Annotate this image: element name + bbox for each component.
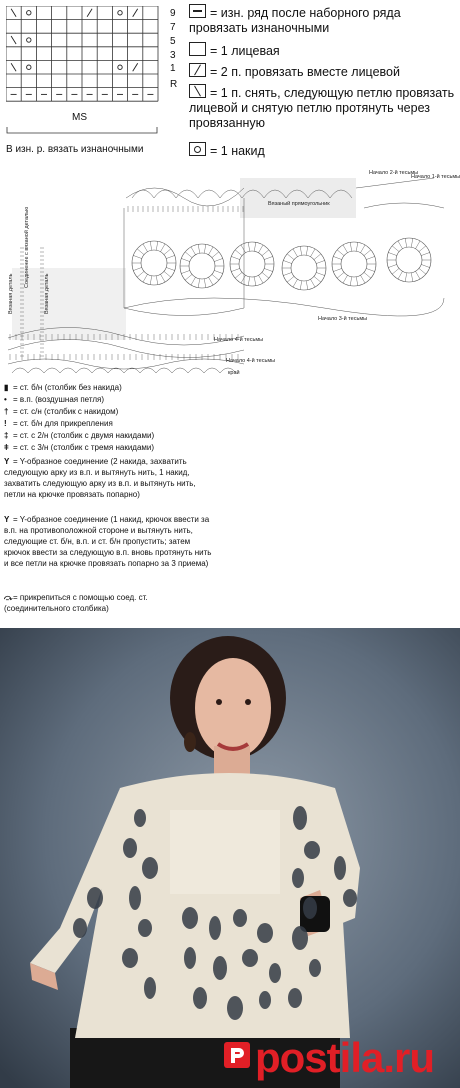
legend-item-knit: = 1 лицевая xyxy=(189,42,457,59)
ms-bracket xyxy=(6,126,158,134)
row-number: 5 xyxy=(170,35,176,47)
model-photo xyxy=(0,628,460,1088)
watermark-text: postila.ru xyxy=(255,1034,435,1081)
label-tape3-start: Начало 3-й тесьмы xyxy=(318,316,368,322)
legend-item-k2tog: = 2 п. провязать вместе лицевой xyxy=(189,63,457,80)
legend-item-yo: = 1 накид xyxy=(189,142,457,159)
label-tape4-start-bottom: Начало 4-й тесьмы xyxy=(226,358,276,364)
row-number: R xyxy=(170,79,178,91)
label-tape4-start-top: Начало 4-й тесьмы xyxy=(214,337,264,343)
label-knit-part-left: Вязаная деталь xyxy=(8,273,14,314)
row-number: 7 xyxy=(170,21,176,33)
symbol-dtr: ǂ = ст. с 3/н (столбик с тремя накидами) xyxy=(4,443,155,452)
row-number: 1 xyxy=(170,63,176,75)
label-knit-part-right: Вязаная деталь xyxy=(44,273,50,314)
backslash-icon xyxy=(189,84,206,98)
symbol-y-join-1: Y = Y-образное соединение (2 накида, захватить следующую арку из в.п. и вытянуть нить, 1 накид, захватить следующую арку из в.п. и вытянуть нить, петли на крючке провязать попарно) xyxy=(4,457,196,499)
symbol-sc: ▮ = ст. б/н (столбик без накида) xyxy=(4,383,122,392)
symbol-dc: † = ст. с/н (столбик с накидом) xyxy=(4,407,119,416)
label-knit-rectangle: Вязаный прямоугольник xyxy=(268,201,330,207)
postila-logo-icon xyxy=(222,1040,252,1070)
legend-item-dash: = изн. ряд после наборного ряда провязать изнаночными xyxy=(189,6,401,35)
symbol-tr: ‡ = ст. с 2/н (столбик с двумя накидами) xyxy=(4,431,155,440)
label-edge: край xyxy=(228,370,240,376)
symbol-sc-attach: ! = ст. б/н для прикрепления xyxy=(4,419,113,428)
label-join-knit-part: Соединение с вязаной деталью xyxy=(24,206,30,288)
slash-icon xyxy=(189,63,206,77)
symbol-slip-join: ⤼= прикрепиться с помощью соед. ст. (соединительного столбика) xyxy=(4,593,148,613)
row-number: 9 xyxy=(170,8,176,19)
circle-icon xyxy=(189,142,206,156)
knit-rectangle xyxy=(240,178,356,218)
ms-label: MS xyxy=(72,112,87,123)
row-number: 3 xyxy=(170,49,176,61)
symbol-y-join-2: Y = Y-образное соединение (1 накид, крючок ввести за в.п. на противоположной стороне и вытянуть нить, следующие ст. б/н, в.п. и ст. б/н пропустить; затем крючок ввести за следующую в.п. вновь протянуть нить и все петли на крючке провязать попарно за 3 приема) xyxy=(4,515,212,568)
label-tape1-start: Начало 1-й тесьмы xyxy=(411,174,460,180)
label-tape2-start: Начало 2-й тесьмы xyxy=(369,170,419,176)
symbol-ch: • = в.п. (воздушная петля) xyxy=(4,395,104,404)
chart-note: В изн. р. вязать изнаночными xyxy=(6,144,144,155)
empty-square-icon xyxy=(189,42,206,56)
dash-icon xyxy=(189,4,206,18)
crochet-diagram xyxy=(4,168,456,384)
legend-item-ssk: = 1 п. снять, следующую петлю провязать лицевой и снятую петлю протянуть через провязанную xyxy=(189,86,455,130)
knitting-chart xyxy=(6,6,166,106)
